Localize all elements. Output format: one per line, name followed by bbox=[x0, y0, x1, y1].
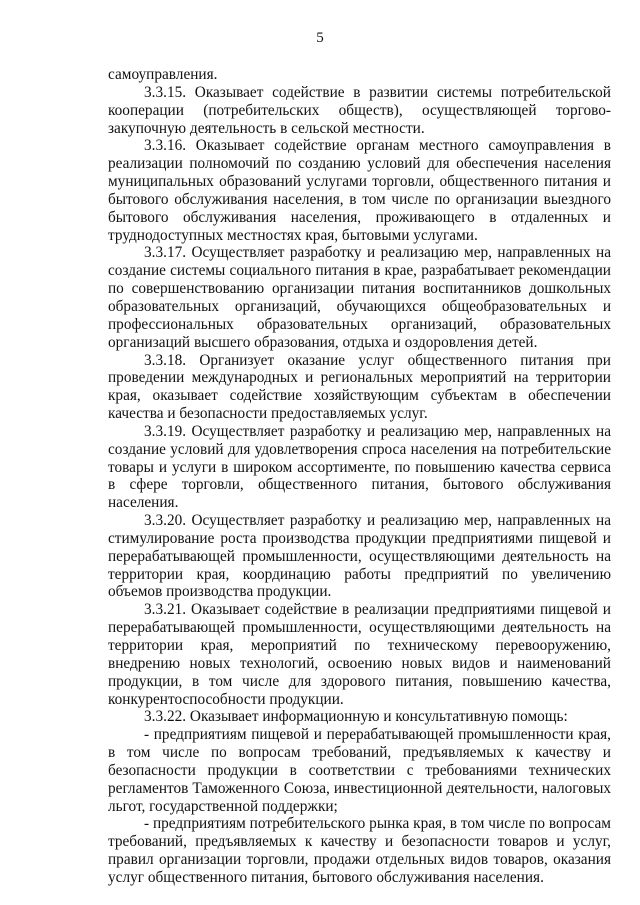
paragraph-3-3-20: 3.3.20. Осуществляет разработку и реализацию мер, направленных на стимулирование роста производства продукции предприятиями пищевой и перерабатывающей промышленности, осуществляющими деятельность на территории края, координацию работы предприятий по увеличению объемов производства продукции. bbox=[108, 512, 611, 601]
page-number: 5 bbox=[316, 30, 324, 46]
paragraph-3-3-19: 3.3.19. Осуществляет разработку и реализацию мер, направленных на создание условий для удовлетворения спроса населения на потребительские товары и услуги в широком ассортименте, по повышению качества сервиса в сфере торговли, общественного питания, бытового обслуживания населения. bbox=[108, 422, 611, 512]
paragraph-3-3-22: 3.3.22. Оказывает информационную и консультативную помощь: bbox=[144, 708, 568, 726]
paragraph-3-3-21: 3.3.21. Оказывает содействие в реализации предприятиями пищевой и перерабатывающей промышленности, осуществляющими деятельность на территории края, мероприятий по техническому перевооружению, внедрению новых технологий, освоению новых видов и наименований продукции, в том числе для здорового питания, повышению качества, конкурентоспособности продукции. bbox=[108, 601, 611, 708]
list-item-consumer-market: - предприятиям потребительского рынка края, в том числе по вопросам требований, предъявляемых к качеству и безопасности товаров и услуг, правил организации торговли, продажи отдельных видов товаров, оказания услуг общественного питания, бытового обслуживания населения. bbox=[108, 815, 611, 886]
paragraph-3-3-15: 3.3.15. Оказывает содействие в развитии системы потребительской кооперации (потребительских обществ), осуществляющей торгово-закупочную деятельность в сельской местности. bbox=[108, 83, 611, 137]
paragraph-3-3-17: 3.3.17. Осуществляет разработку и реализацию мер, направленных на создание системы социального питания в крае, разрабатывает рекомендации по совершенствованию организации питания воспитанников дошкольных образовательных организаций, обучающихся общеобразовательных и профессиональных образовательных организаций, образовательных организаций высшего образования, отдыха и оздоровления детей. bbox=[108, 244, 611, 351]
paragraph-3-3-16: 3.3.16. Оказывает содействие органам местного самоуправления в реализации полномочий по созданию условий для обеспечения населения муниципальных образований услугами торговли, общественного питания и бытового обслуживания населения, в том числе по организации выездного бытового обслуживания населения, проживающего в отдаленных и труднодоступных местностях края, бытовыми услугами. bbox=[108, 137, 611, 244]
paragraph-continuation: самоуправления. bbox=[108, 66, 218, 83]
document-body bbox=[108, 66, 611, 887]
list-item-food-industry: - предприятиям пищевой и перерабатывающей промышленности края, в том числе по вопросам требований, предъявляемых к качеству и безопасности продукции в соответствии с требованиями технических регламентов Таможенного Союза, инвестиционной деятельности, налоговых льгот, государственной поддержки; bbox=[108, 726, 611, 815]
paragraph-3-3-18: 3.3.18. Организует оказание услуг общественного питания при проведении международных и региональных мероприятий на территории края, оказывает содействие хозяйствующим субъектам в обеспечении качества и безопасности предоставляемых услуг. bbox=[108, 351, 611, 423]
